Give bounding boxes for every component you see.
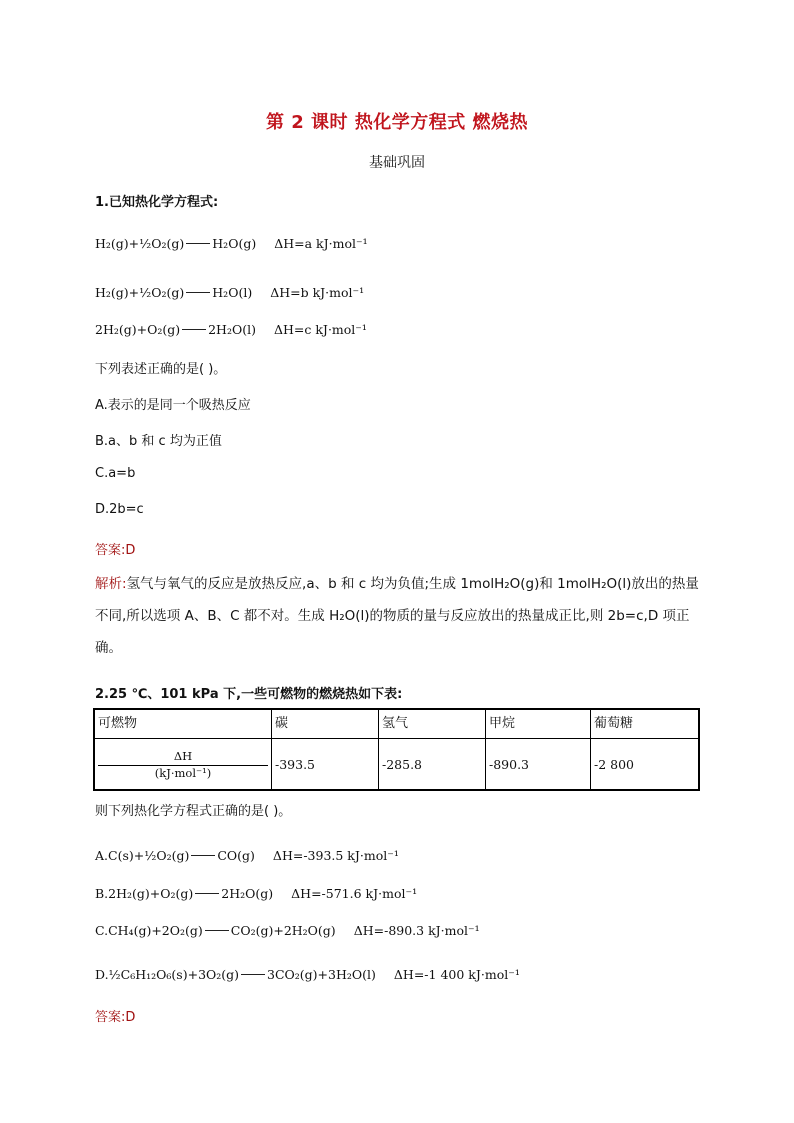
equation-1-rhs: H₂O(g) <box>212 236 257 251</box>
option-2c-lhs: C.CH₄(g)+2O₂(g) <box>95 923 203 938</box>
table-cell: -2 800 <box>591 739 700 791</box>
combustion-heat-table <box>93 708 700 791</box>
enthalpy-unit: (kJ·mol⁻¹) <box>154 765 212 780</box>
question-2-answer: 答案:D <box>95 1010 136 1025</box>
option-2a-lhs: A.C(s)+½O₂(g) <box>95 848 190 863</box>
equation-2-enthalpy: ΔH=b kJ·mol⁻¹ <box>270 285 365 300</box>
reaction-arrow-icon <box>182 329 206 330</box>
reaction-arrow-icon <box>241 974 265 975</box>
section-subtitle: 基础巩固 <box>369 155 425 171</box>
analysis-text: 氢气与氧气的反应是放热反应,a、b 和 c 均为负值;生成 1molH₂O(g)和 1molH₂O(l)放出的热量不同,所以选项 A、B、C 都不对。生成 H₂O(l)的物质的量与反应放出的热量成正比,则 2b=c,D 项正确。 <box>95 576 699 656</box>
option-2c <box>95 923 480 938</box>
question-1-analysis <box>95 568 700 664</box>
table-header-cell: 碳 <box>272 709 379 739</box>
question-2-prompt: 则下列热化学方程式正确的是( )。 <box>95 804 292 819</box>
table-cell: -393.5 <box>272 739 379 791</box>
equation-1-lhs: H₂(g)+½O₂(g) <box>95 236 185 251</box>
table-row <box>94 739 699 791</box>
reaction-arrow-icon <box>186 243 210 244</box>
reaction-arrow-icon <box>186 292 210 293</box>
lesson-title: 第 2 课时 热化学方程式 燃烧热 <box>265 112 529 133</box>
table-header-cell: 甲烷 <box>486 709 591 739</box>
table-cell: -890.3 <box>486 739 591 791</box>
option-c: C.a=b <box>95 466 136 481</box>
option-2c-enthalpy: ΔH=-890.3 kJ·mol⁻¹ <box>353 923 480 938</box>
option-b: B.a、b 和 c 均为正值 <box>95 434 222 449</box>
question-1-stem: 1.已知热化学方程式: <box>95 195 219 210</box>
equation-2-lhs: H₂(g)+½O₂(g) <box>95 285 185 300</box>
reaction-arrow-icon <box>195 893 219 894</box>
option-2a-rhs: CO(g) <box>217 848 255 863</box>
equation-1-enthalpy: ΔH=a kJ·mol⁻¹ <box>274 236 368 251</box>
question-1-answer: 答案:D <box>95 543 136 558</box>
option-2a <box>95 848 399 863</box>
option-a: A.表示的是同一个吸热反应 <box>95 398 251 413</box>
equation-2-rhs: H₂O(l) <box>212 285 253 300</box>
option-2d-enthalpy: ΔH=-1 400 kJ·mol⁻¹ <box>393 967 520 982</box>
question-1-prompt: 下列表述正确的是( )。 <box>95 362 227 377</box>
option-2b-lhs: B.2H₂(g)+O₂(g) <box>95 886 194 901</box>
option-2c-rhs: CO₂(g)+2H₂O(g) <box>230 923 336 938</box>
table-header-cell: 可燃物 <box>94 709 272 739</box>
option-2d <box>95 967 520 982</box>
option-2b-rhs: 2H₂O(g) <box>221 886 274 901</box>
option-d: D.2b=c <box>95 502 144 517</box>
equation-1 <box>95 236 368 251</box>
enthalpy-label: ΔH <box>98 749 268 766</box>
table-row-label <box>94 739 272 791</box>
equation-3-lhs: 2H₂(g)+O₂(g) <box>95 322 181 337</box>
option-2d-rhs: 3CO₂(g)+3H₂O(l) <box>267 967 376 982</box>
equation-3-rhs: 2H₂O(l) <box>208 322 256 337</box>
question-2-stem: 2.25 ℃、101 kPa 下,一些可燃物的燃烧热如下表: <box>95 687 403 702</box>
table-header-cell: 氢气 <box>379 709 486 739</box>
equation-3 <box>95 322 367 337</box>
table-cell: -285.8 <box>379 739 486 791</box>
reaction-arrow-icon <box>191 855 215 856</box>
option-2b-enthalpy: ΔH=-571.6 kJ·mol⁻¹ <box>291 886 418 901</box>
table-header-row <box>94 709 699 739</box>
table-header-cell: 葡萄糖 <box>591 709 700 739</box>
equation-3-enthalpy: ΔH=c kJ·mol⁻¹ <box>273 322 367 337</box>
reaction-arrow-icon <box>205 930 229 931</box>
option-2b <box>95 886 417 901</box>
equation-2 <box>95 285 364 300</box>
option-2d-lhs: D.½C₆H₁₂O₆(s)+3O₂(g) <box>95 967 240 982</box>
option-2a-enthalpy: ΔH=-393.5 kJ·mol⁻¹ <box>272 848 399 863</box>
analysis-label: 解析: <box>95 576 127 592</box>
